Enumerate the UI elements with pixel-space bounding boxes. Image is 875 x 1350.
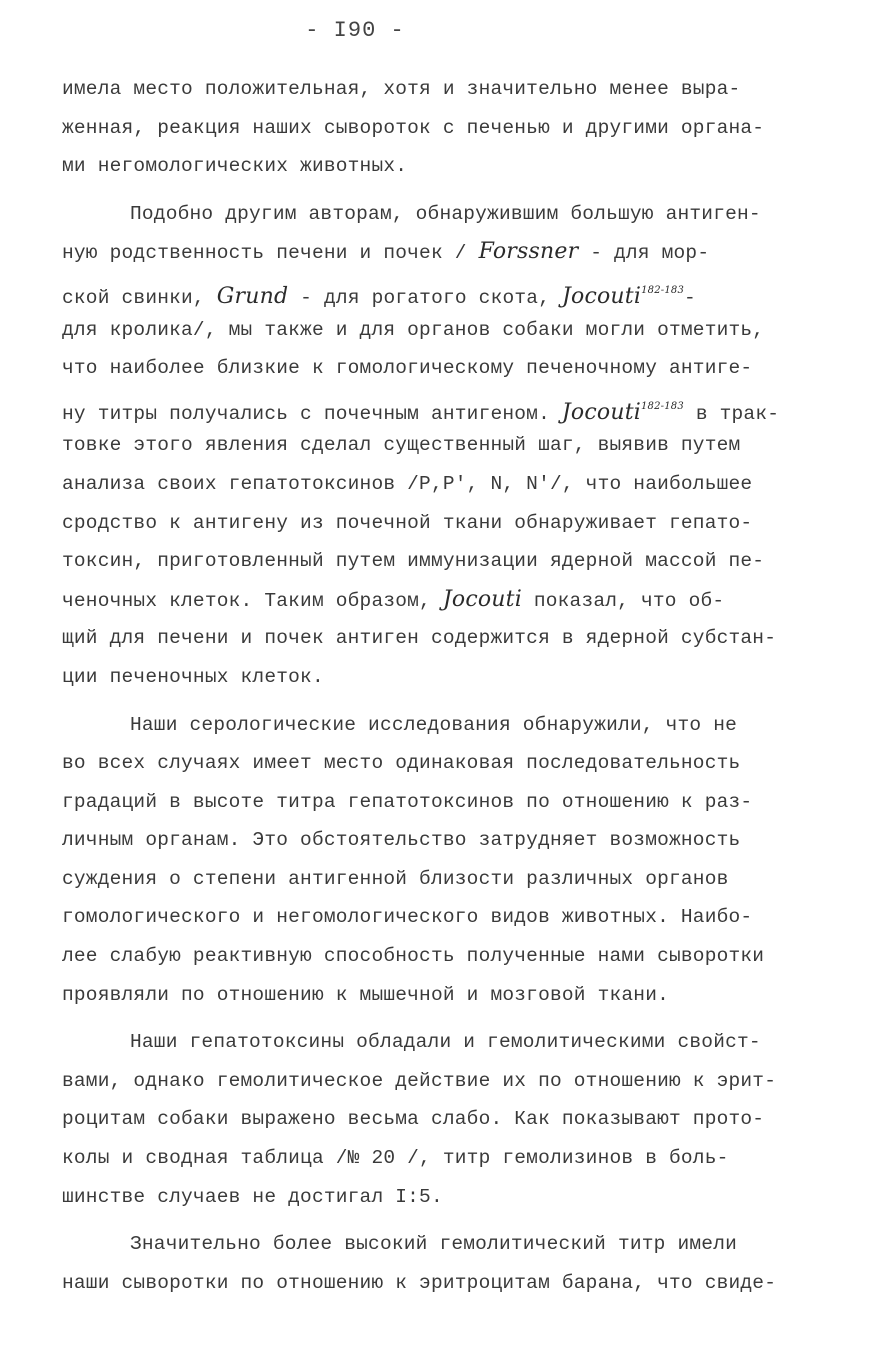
text-fragment: в трак-	[683, 402, 780, 425]
reference-number: 182-183	[640, 400, 684, 412]
text-line	[62, 581, 822, 620]
text-line	[62, 388, 822, 427]
text-line: женная, реакция наших сывороток с печенью и другими органа-	[62, 116, 765, 139]
paragraph	[62, 195, 822, 697]
text-line: проявляли по отношению к мышечной и мозговой ткани.	[62, 983, 669, 1006]
text-line: гомологического и негомологического видов животных. Наибо-	[62, 906, 753, 929]
paragraph	[62, 706, 822, 1015]
text-line: шинстве случаев не достигал I:5.	[62, 1185, 443, 1208]
text-line: токсин, приготовленный путем иммунизации ядерной массой пе-	[62, 550, 765, 573]
text-line: ции печеночных клеток.	[62, 665, 324, 688]
reference-number: 182-183	[641, 284, 685, 296]
handwritten-author-name: Forssner	[478, 239, 579, 265]
text-line: колы и сводная таблица /№ 20 /, титр гемолизинов в боль-	[62, 1147, 729, 1170]
text-line: личным органам. Это обстоятельство затрудняет возможность	[62, 829, 741, 852]
paragraph	[62, 1225, 822, 1302]
text-line: товке этого явления сделал существенный шаг, выявив путем	[62, 434, 741, 457]
handwritten-author-name: Jocouti	[442, 586, 522, 612]
text-line: лее слабую реактивную способность полученные нами сыворотки	[62, 945, 765, 968]
text-line: щий для печени и почек антиген содержится в ядерной субстан-	[62, 627, 777, 650]
text-line: что наиболее близкие к гомологическому печеночному антиге-	[62, 357, 753, 380]
handwritten-author-name: Jocouti	[561, 399, 641, 425]
text-line: ми негомологических животных.	[62, 155, 408, 178]
text-line: Значительно более высокий гемолитический титр имели	[130, 1233, 737, 1256]
text-line: наши сыворотки по отношению к эритроцитам барана, что свиде-	[62, 1271, 777, 1294]
text-line: сродство к антигену из почечной ткани обнаруживает гепато-	[62, 511, 753, 534]
paragraph	[62, 70, 822, 186]
text-fragment: - для мор-	[578, 242, 710, 265]
text-fragment: ской свинки,	[62, 286, 217, 309]
text-fragment: - для рогатого скота,	[288, 286, 562, 309]
text-line: анализа своих гепатотоксинов /P,P', N, N'/, что наибольшее	[62, 472, 753, 495]
text-fragment: -	[684, 286, 696, 309]
text-fragment: ную родственность печени и почек /	[62, 242, 479, 265]
text-fragment: ну титры получались с почечным антигеном.	[62, 402, 562, 425]
handwritten-author-name: Jocouti	[562, 283, 642, 309]
body-text	[62, 70, 822, 1302]
text-line	[62, 233, 822, 272]
text-line: градаций в высоте титра гепатотоксинов по отношению к раз-	[62, 790, 753, 813]
text-line: имела место положительная, хотя и значительно менее выра-	[62, 78, 741, 100]
text-line: во всех случаях имеет место одинаковая последовательность	[62, 752, 741, 775]
text-line: для кролика/, мы также и для органов собаки могли отметить,	[62, 318, 765, 341]
text-fragment: ченочных клеток. Таким образом,	[62, 589, 443, 612]
text-line: вами, однако гемолитическое действие их по отношению к эрит-	[62, 1069, 777, 1092]
text-line	[62, 272, 822, 311]
handwritten-author-name: Grund	[216, 283, 289, 309]
text-line: суждения о степени антигенной близости различных органов	[62, 867, 729, 890]
text-line: Наши гепатотоксины обладали и гемолитическими свойст-	[130, 1031, 761, 1054]
text-line: роцитам собаки выражено весьма слабо. Как показывают прото-	[62, 1108, 765, 1131]
text-fragment: показал, что об-	[521, 589, 725, 612]
paragraph	[62, 1023, 822, 1216]
text-line: Подобно другим авторам, обнаружившим большую антиген-	[130, 202, 761, 225]
page-number: - I90 -	[305, 18, 405, 43]
text-line: Наши серологические исследования обнаружили, что не	[130, 713, 737, 736]
